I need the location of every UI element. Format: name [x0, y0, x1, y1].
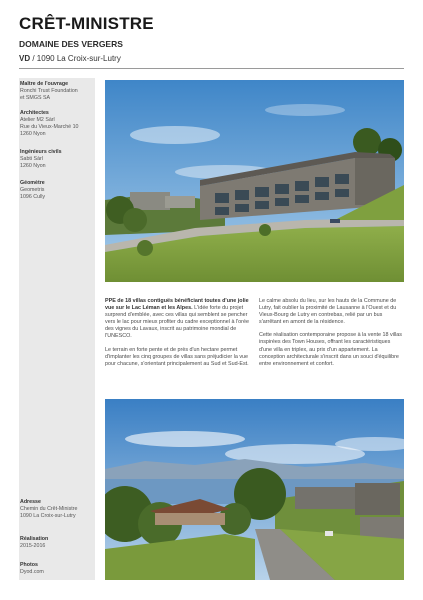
- surveyor-block: [20, 180, 95, 201]
- locality: / 1090 La Croix-sur-Lutry: [30, 54, 121, 63]
- paragraph-text: L'idée forte du projet surprend d'emblée, avec ces villas qui semblent se pencher vers le lac pour mieux profiter du cadre exceptionnel à l'orée des vignes du Lavaux, inscrit au patrimoine mondial de l'UNESCO.: [105, 305, 249, 340]
- completion-heading: Réalisation: [20, 536, 49, 542]
- body-column-left: [105, 298, 250, 374]
- photos-line: Dyod.com: [20, 569, 44, 575]
- photo-villas-slope: [105, 80, 404, 282]
- architects-block: [20, 110, 95, 138]
- owner-line: et SMGS SA: [20, 95, 51, 101]
- engineers-line: 1260 Nyon: [20, 163, 46, 169]
- photo-lake-view: [105, 399, 404, 580]
- owner-line: Ronchi Trust Foundation: [20, 88, 78, 94]
- owner-block: [20, 81, 95, 102]
- completion-line: 2015-2016: [20, 543, 46, 549]
- engineers-line: Sabti Sàrl: [20, 156, 43, 162]
- sidebar: [19, 78, 95, 580]
- body-paragraph: [105, 298, 250, 341]
- engineers-block: [20, 149, 95, 170]
- architects-heading: Architectes: [20, 110, 49, 116]
- engineers-heading: Ingénieurs civils: [20, 149, 62, 155]
- page-title: CRÊT-MINISTRE: [19, 14, 154, 33]
- project-subtitle: DOMAINE DES VERGERS: [19, 39, 123, 49]
- surveyor-heading: Géomètre: [20, 180, 45, 186]
- surveyor-line: Geometris: [20, 187, 45, 193]
- body-paragraph: Cette réalisation contemporaine propose à la vente 18 villas inspirées des Town Houses, offrant les caractéristiques d'une villa en triplex, au prix d'un appartement. La conception architecturale s'inscrit dans un souci d'équilibre entre environnement et confort.: [259, 332, 402, 367]
- surveyor-line: 1096 Cully: [20, 194, 46, 200]
- architects-line: Rue du Vieux-Marché 10: [20, 124, 79, 130]
- body-paragraph: Le calme absolu du lieu, sur les hauts de la Commune de Lutry, fait oublier la proximité de Lausanne à l'Ouest et du Vieux-Bourg de Lutry en contrebas, relié par un bus s'arrêtant en amont de la résidence.: [259, 298, 397, 326]
- header-divider: [19, 68, 404, 69]
- project-location: [19, 54, 121, 63]
- body-paragraph: Le terrain en forte pente et de près d'un hectare permet d'implanter les cinq groupes de villas sans préjudicier la vue pour chacune, s'orientant principalement au Sud et Sud-Est.: [105, 346, 249, 367]
- owner-heading: Maître de l'ouvrage: [20, 81, 69, 87]
- address-line: Chemin du Crêt-Ministre: [20, 506, 78, 512]
- body-column-right: [259, 298, 404, 374]
- lead-text: PPE de 18 villas contiguës bénéficiant toutes d'une jolie vue sur le Lac Léman et les Alpes.: [105, 298, 249, 312]
- photos-heading: Photos: [20, 562, 38, 568]
- address-line: 1090 La Croix-sur-Lutry: [20, 513, 76, 519]
- photos-block: [20, 562, 95, 576]
- canton-code: VD: [19, 54, 31, 63]
- architects-line: 1260 Nyon: [20, 131, 46, 137]
- architects-line: Atelier M2 Sàrl: [20, 117, 55, 123]
- address-block: [20, 499, 95, 520]
- address-heading: Adresse: [20, 499, 41, 505]
- completion-block: [20, 536, 95, 550]
